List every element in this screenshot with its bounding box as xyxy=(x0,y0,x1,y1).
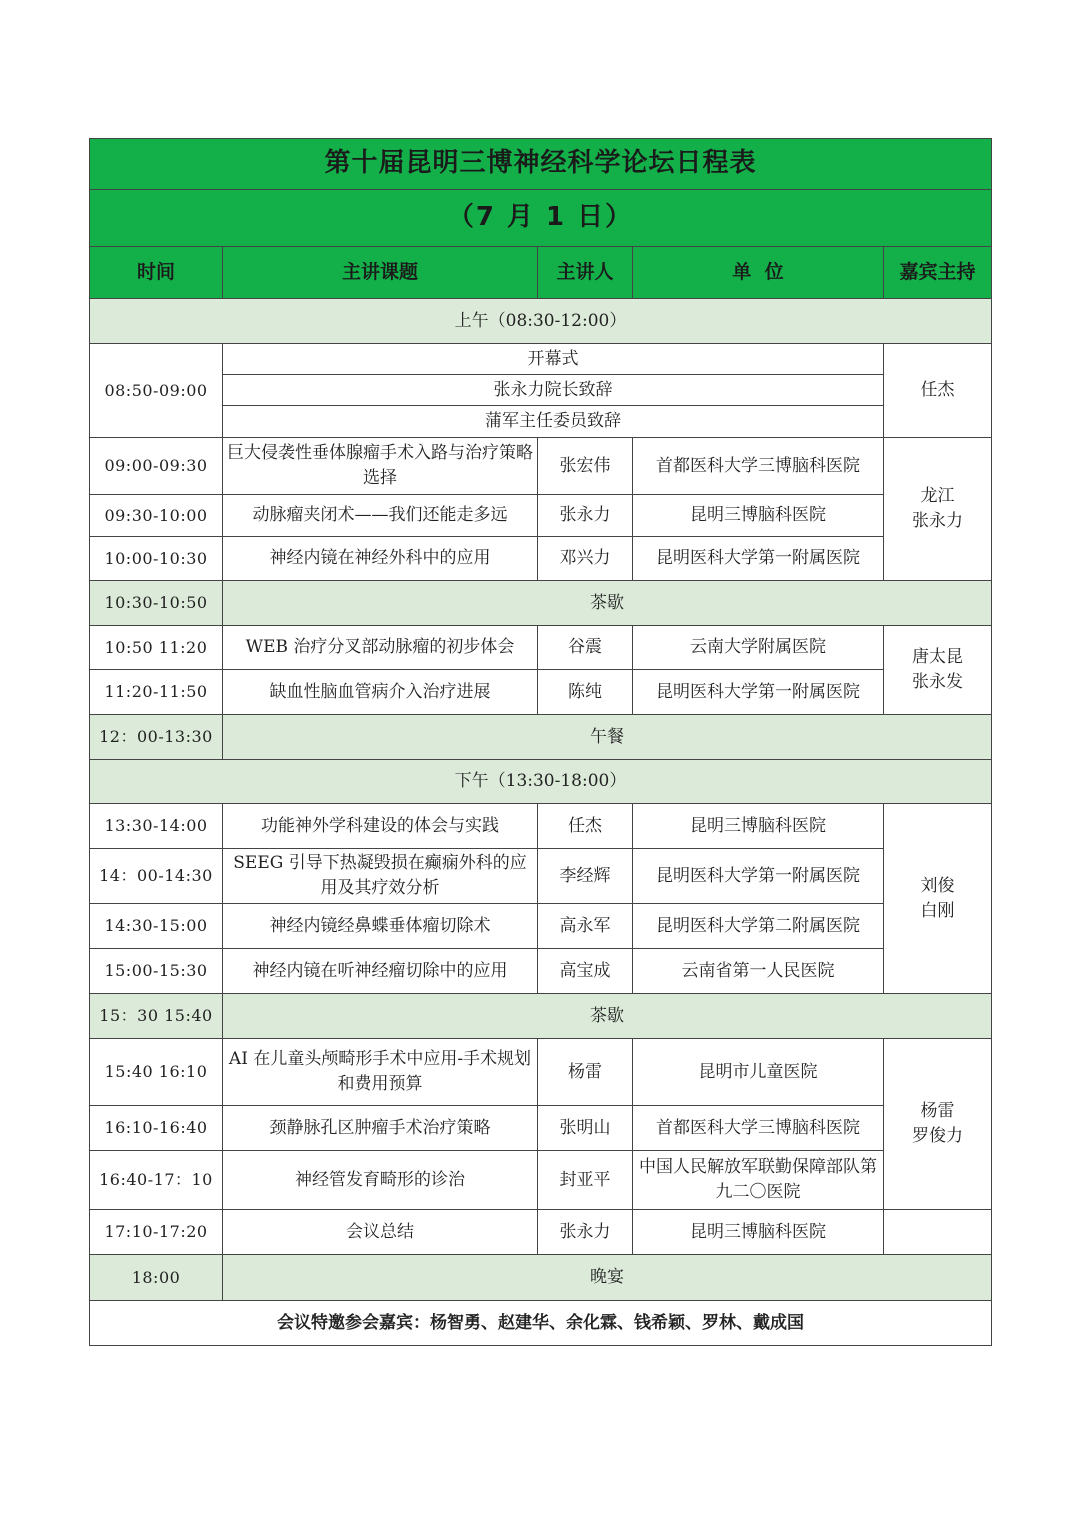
header-topic: 主讲课题 xyxy=(223,247,538,299)
summary-speaker: 张永力 xyxy=(538,1210,633,1255)
table-row xyxy=(90,537,992,581)
host-name: 张永力 xyxy=(912,511,963,531)
session-time: 09:00-09:30 xyxy=(90,438,223,495)
session-time: 10:50 11:20 xyxy=(90,626,223,670)
session-host xyxy=(884,626,992,715)
session-unit: 昆明三博脑科医院 xyxy=(633,804,884,849)
session-topic: SEEG 引导下热凝毁损在癫痫外科的应用及其疗效分析 xyxy=(223,849,538,904)
session-unit: 昆明三博脑科医院 xyxy=(633,495,884,537)
session-speaker: 邓兴力 xyxy=(538,537,633,581)
session-unit: 中国人民解放军联勤保障部队第九二〇医院 xyxy=(633,1151,884,1210)
opening-time: 08:50-09:00 xyxy=(90,344,223,438)
header-speaker: 主讲人 xyxy=(538,247,633,299)
session-unit: 昆明医科大学第二附属医院 xyxy=(633,904,884,949)
session-time: 16:10-16:40 xyxy=(90,1106,223,1151)
session-speaker: 高宝成 xyxy=(538,949,633,994)
session-topic: 神经内镜在神经外科中的应用 xyxy=(223,537,538,581)
session-unit: 昆明医科大学第一附属医院 xyxy=(633,670,884,715)
session-speaker: 高永军 xyxy=(538,904,633,949)
session-time: 16:40-17：10 xyxy=(90,1151,223,1210)
table-row xyxy=(90,849,992,904)
schedule-table xyxy=(89,138,992,1346)
host-name: 龙江 xyxy=(920,486,955,507)
page-title: 第十届昆明三博神经科学论坛日程表 xyxy=(90,139,992,190)
session-time: 11:20-11:50 xyxy=(90,670,223,715)
break-label: 茶歇 xyxy=(223,994,992,1039)
session-unit: 云南省第一人民医院 xyxy=(633,949,884,994)
session-host xyxy=(884,1039,992,1210)
session-time: 14：00-14:30 xyxy=(90,849,223,904)
table-row xyxy=(90,438,992,495)
table-row xyxy=(90,904,992,949)
dinner-label: 晚宴 xyxy=(223,1255,992,1301)
session-topic: AI 在儿童头颅畸形手术中应用-手术规划和费用预算 xyxy=(223,1039,538,1106)
host-name: 罗俊力 xyxy=(912,1126,963,1146)
break-time: 10:30-10:50 xyxy=(90,581,223,626)
session-speaker: 张明山 xyxy=(538,1106,633,1151)
host-name: 张永发 xyxy=(912,672,963,692)
session-time: 09:30-10:00 xyxy=(90,495,223,537)
session-topic: 动脉瘤夹闭术——我们还能走多远 xyxy=(223,495,538,537)
header-unit: 单 位 xyxy=(633,247,884,299)
session-unit: 昆明市儿童医院 xyxy=(633,1039,884,1106)
lunch-label: 午餐 xyxy=(223,715,992,760)
session-speaker: 任杰 xyxy=(538,804,633,849)
session-unit: 昆明医科大学第一附属医院 xyxy=(633,537,884,581)
host-name: 白刚 xyxy=(920,900,955,921)
afternoon-section-label: 下午（13:30-18:00） xyxy=(90,760,992,804)
opening-host: 任杰 xyxy=(884,344,992,438)
opening-item: 张永力院长致辞 xyxy=(223,375,884,406)
table-row xyxy=(90,626,992,670)
session-unit: 昆明医科大学第一附属医院 xyxy=(633,849,884,904)
table-row xyxy=(90,1106,992,1151)
dinner-time: 18:00 xyxy=(90,1255,223,1301)
table-row xyxy=(90,1151,992,1210)
session-speaker: 杨雷 xyxy=(538,1039,633,1106)
schedule-date: （7 月 1 日） xyxy=(90,190,992,247)
session-speaker: 张永力 xyxy=(538,495,633,537)
session-speaker: 张宏伟 xyxy=(538,438,633,495)
session-speaker: 李经辉 xyxy=(538,849,633,904)
session-topic: 神经内镜在听神经瘤切除中的应用 xyxy=(223,949,538,994)
summary-host xyxy=(884,1210,992,1255)
lunch-time: 12：00-13:30 xyxy=(90,715,223,760)
session-topic: 巨大侵袭性垂体腺瘤手术入路与治疗策略选择 xyxy=(223,438,538,495)
host-name: 杨雷 xyxy=(920,1101,955,1122)
summary-unit: 昆明三博脑科医院 xyxy=(633,1210,884,1255)
session-topic: 神经管发育畸形的诊治 xyxy=(223,1151,538,1210)
host-name: 刘俊 xyxy=(920,875,955,896)
session-speaker: 陈纯 xyxy=(538,670,633,715)
break-time: 15：30 15:40 xyxy=(90,994,223,1039)
special-guests: 会议特邀参会嘉宾：杨智勇、赵建华、余化霖、钱希颖、罗林、戴成国 xyxy=(90,1301,992,1346)
morning-section-label: 上午（08:30-12:00） xyxy=(90,299,992,344)
table-row xyxy=(90,804,992,849)
session-time: 14:30-15:00 xyxy=(90,904,223,949)
table-row xyxy=(90,495,992,537)
summary-time: 17:10-17:20 xyxy=(90,1210,223,1255)
session-unit: 首都医科大学三博脑科医院 xyxy=(633,1106,884,1151)
summary-topic: 会议总结 xyxy=(223,1210,538,1255)
session-topic: 缺血性脑血管病介入治疗进展 xyxy=(223,670,538,715)
session-speaker: 封亚平 xyxy=(538,1151,633,1210)
session-topic: 功能神外学科建设的体会与实践 xyxy=(223,804,538,849)
session-speaker: 谷震 xyxy=(538,626,633,670)
header-time: 时间 xyxy=(90,247,223,299)
session-time: 15:00-15:30 xyxy=(90,949,223,994)
session-host xyxy=(884,438,992,581)
host-name: 唐太昆 xyxy=(912,647,963,668)
session-unit: 云南大学附属医院 xyxy=(633,626,884,670)
table-row xyxy=(90,1039,992,1106)
session-time: 13:30-14:00 xyxy=(90,804,223,849)
session-unit: 首都医科大学三博脑科医院 xyxy=(633,438,884,495)
opening-item: 开幕式 xyxy=(223,344,884,375)
table-row xyxy=(90,949,992,994)
break-label: 茶歇 xyxy=(223,581,992,626)
table-row xyxy=(90,1210,992,1255)
session-topic: 神经内镜经鼻蝶垂体瘤切除术 xyxy=(223,904,538,949)
opening-item: 蒲军主任委员致辞 xyxy=(223,406,884,438)
session-time: 15:40 16:10 xyxy=(90,1039,223,1106)
header-host: 嘉宾主持 xyxy=(884,247,992,299)
session-time: 10:00-10:30 xyxy=(90,537,223,581)
table-row xyxy=(90,670,992,715)
session-topic: 颈静脉孔区肿瘤手术治疗策略 xyxy=(223,1106,538,1151)
session-topic: WEB 治疗分叉部动脉瘤的初步体会 xyxy=(223,626,538,670)
session-host xyxy=(884,804,992,994)
